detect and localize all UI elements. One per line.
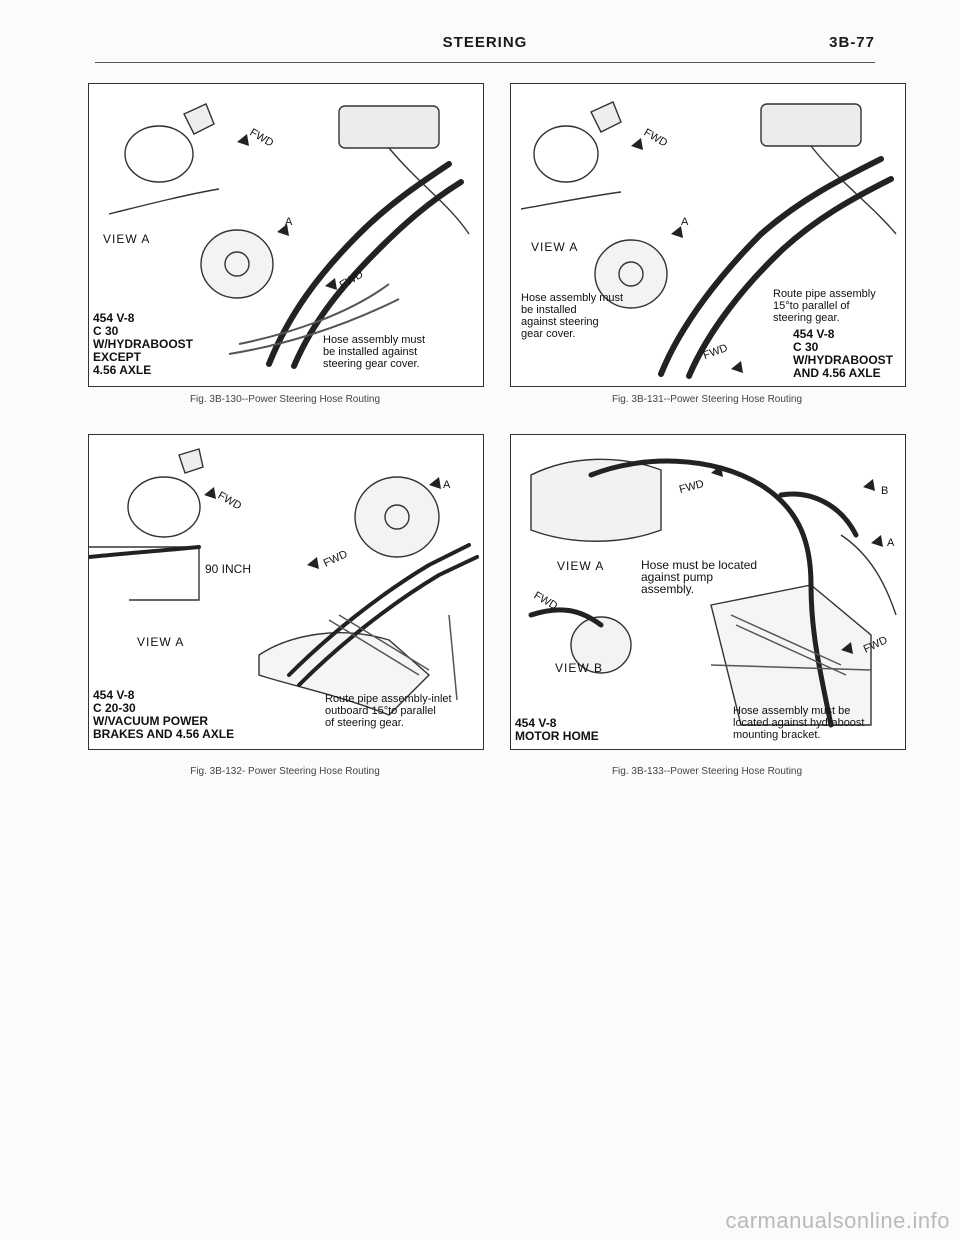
fwd-label: FWD [701, 342, 730, 362]
fwd-label: FWD [531, 589, 560, 613]
figure-3b-130 [88, 83, 484, 387]
watermark: carmanualsonline.info [725, 1208, 950, 1233]
view-b-arrow-label: B [881, 485, 889, 497]
vehicle-spec: 454 V-8 C 30 W/HYDRABOOST AND 4.56 AXLE [793, 327, 893, 380]
figure-3b-132 [88, 434, 484, 750]
view-a-arrow-label: A [681, 216, 689, 228]
view-a-label: VIEW A [557, 559, 605, 573]
vehicle-spec: 454 V-8 MOTOR HOME [515, 716, 599, 743]
figure-caption: Fig. 3B-131--Power Steering Hose Routing [611, 394, 803, 405]
fwd-label: FWD [641, 126, 670, 150]
fwd-label: FWD [321, 548, 350, 570]
install-note: Hose assembly must be installed against steering gear cover. [521, 292, 624, 340]
view-a-arrow-label: A [285, 216, 293, 228]
page-number: 3B-77 [829, 34, 875, 51]
pump-hose-note: Hose must be located against pump assembly. [641, 558, 758, 596]
figure-3b-133 [510, 434, 906, 750]
fwd-label: FWD [677, 477, 706, 497]
dimension-label: 90 INCH [205, 562, 252, 576]
page-header [95, 28, 875, 63]
figure-caption: Fig. 3B-132- Power Steering Hose Routing [190, 766, 380, 777]
fwd-label: FWD [861, 634, 890, 656]
view-a-label: VIEW A [531, 240, 579, 254]
section-title: STEERING [442, 34, 528, 51]
route-note: Route pipe assembly 15°to parallel of steering gear. [773, 288, 876, 324]
vehicle-spec: 454 V-8 C 30 W/HYDRABOOST EXCEPT 4.56 AXLE [93, 311, 193, 377]
view-a-arrow-label: A [443, 479, 451, 491]
view-a-label: VIEW A [137, 635, 185, 649]
figure-3b-131 [510, 83, 906, 387]
view-b-label: VIEW B [555, 661, 604, 675]
route-note: Route pipe assembly-inlet outboard 15°to parallel of steering gear. [325, 693, 452, 729]
bracket-hose-note: Hose assembly must be located against hydraboost mounting bracket. [733, 705, 865, 741]
fwd-label: FWD [215, 489, 244, 513]
install-note: Hose assembly must be installed against steering gear cover. [323, 334, 426, 370]
view-a-arrow-label: A [887, 537, 895, 549]
fwd-label: FWD [337, 268, 366, 292]
fwd-label: FWD [247, 126, 276, 150]
figure-caption: Fig. 3B-133--Power Steering Hose Routing [611, 766, 803, 777]
vehicle-spec: 454 V-8 C 20-30 W/VACUUM POWER BRAKES AND 4.56 AXLE [93, 688, 235, 741]
view-a-label: VIEW A [103, 232, 151, 246]
figure-caption: Fig. 3B-130--Power Steering Hose Routing [189, 394, 381, 405]
